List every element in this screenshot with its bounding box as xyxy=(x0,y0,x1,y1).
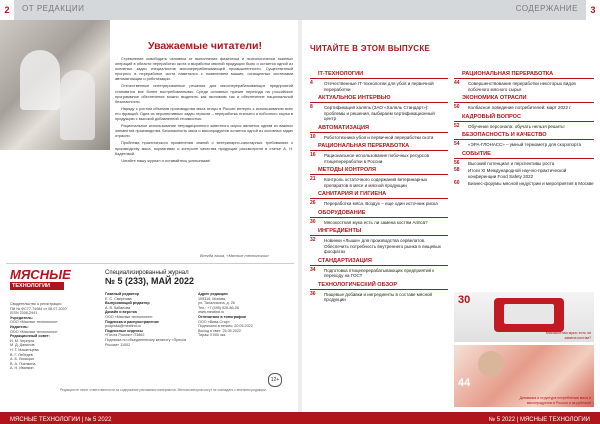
toc-category-title: СТАНДАРТИЗАЦИЯ xyxy=(318,257,372,264)
toc-item-page: 56 xyxy=(454,159,460,166)
toc-item-title: Мясокостная мука есть ли замена костям Аппса? xyxy=(324,219,428,225)
imprint-line: Свидетельство о регистрации xyxy=(10,302,62,306)
page-spine xyxy=(298,20,302,412)
toc-category-title: РАЦИОНАЛЬНАЯ ПЕРЕРАБОТКА xyxy=(318,143,410,149)
toc-item-title: Обучение персонала: обучать нельзя решить! xyxy=(468,123,565,129)
toc-category-title: САНИТАРИЯ И ГИГИЕНА xyxy=(318,191,387,197)
footer-left: МЯСНЫЕ ТЕХНОЛОГИИ | № 5 2022 xyxy=(10,417,112,423)
logo-line-1: МЯСНЫЕ xyxy=(10,267,71,282)
imprint-line: В. А. Пчелкина xyxy=(10,361,36,366)
toc-item-page: 36 xyxy=(310,290,316,297)
toc-item-page: 52 xyxy=(454,122,460,129)
toc-item-page: 34 xyxy=(310,266,316,273)
feature-caption: Мясокостная мука: есть ли замена костям? xyxy=(545,331,591,340)
imprint-disclaimer: Редакция не несет ответственности за содержание рекламных материалов. Мнения авторов могут не совпадать с мнением редакции. xyxy=(60,388,267,392)
editorial-paragraph: Стремление освободить человека от выполнения физически и психологически тяжелых операций в области переработки скота и выработки мясной продукции было и остается одной из основных задач специалистов мясоперерабатывающей промышленности. Существенный прогресс в переработке скота наметился с появлением машин, оснащенных системами автоматизации и роботизации. xyxy=(115,56,293,82)
imprint-heading: Дизайн и верстка xyxy=(105,310,137,315)
feature-page-number: 44 xyxy=(458,377,471,389)
toc-category xyxy=(454,131,594,148)
age-rating-badge: 12+ xyxy=(268,373,282,387)
imprint-line: «Почта России» П3862 xyxy=(105,333,145,338)
imprint-line: Выход в свет: 25.05.2022 xyxy=(198,328,241,333)
imprint-line: ООО «Мясные технологии» xyxy=(10,329,58,334)
logo-line-2: ТЕХНОЛОГИИ xyxy=(10,282,64,290)
toc-category-title: ОБОРУДОВАНИЕ xyxy=(318,209,366,216)
imprint-line: ООО «Вива-Стар» xyxy=(198,319,230,324)
feature-caption: Динамика и структура потребления мяса и мясопродуктов в России и за рубежом xyxy=(519,396,591,405)
toc-item[interactable] xyxy=(310,81,448,92)
editorial-body xyxy=(115,56,293,165)
toc-item-title: Новинки «Лыши» для производства сервелатов. Обеспечить потребность внутреннего рынка в пищевых фосфатах xyxy=(324,238,442,254)
toc-item-page: 54 xyxy=(454,141,460,147)
imprint-line: www.meatind.ru xyxy=(198,310,225,315)
toc-category xyxy=(454,94,594,111)
imprint-column-3 xyxy=(198,292,280,338)
toc-item-page: 44 xyxy=(454,80,460,86)
toc-item-title: Контроль остаточного содержания ветеринарных препаратов в мясе и мясной продукции xyxy=(324,177,428,188)
toc-item-page: 26 xyxy=(310,200,316,206)
footer-bar xyxy=(0,412,600,424)
toc-item-page: 30 xyxy=(310,218,316,225)
toc-category-title: МЕТОДЫ КОНТРОЛЯ xyxy=(318,167,376,173)
imprint-line: ООО «Мясные технологии» xyxy=(10,320,58,325)
toc-item-title: Высокий потенциал и перспективы роста xyxy=(468,160,555,166)
toc-item-title: Робототехника убоя и первичной переработки скота xyxy=(324,134,434,140)
toc-item-page: 21 xyxy=(310,176,316,182)
shopper-figure xyxy=(478,351,504,377)
right-page-number: 3 xyxy=(586,0,600,20)
imprint-heading: Издатель: xyxy=(10,324,29,329)
toc-item-page: 32 xyxy=(310,237,316,243)
imprint-line: Е. С. Смирнова xyxy=(105,296,132,301)
journal-type: Специализированный журнал xyxy=(105,270,189,276)
imprint-heading: Подписные индексы xyxy=(105,328,144,333)
toc-item[interactable] xyxy=(454,124,594,130)
left-page-number: 2 xyxy=(0,0,14,20)
toc-item-page: 4 xyxy=(310,80,313,86)
toc-item-page: 60 xyxy=(454,180,460,186)
toc-item-title: Совершенствование переработки некоторых видов побочного мясного сырья xyxy=(468,81,576,92)
toc-item-title: Переработка мяса. Воздух – еще один источник риска xyxy=(324,201,438,206)
imprint-line: Н. Г. Машенцева xyxy=(10,347,39,352)
toc-item[interactable] xyxy=(310,105,448,122)
toc-item[interactable] xyxy=(310,292,448,303)
toc-column-left xyxy=(310,70,448,305)
toc-item-title: Отечественные IT-технологии для убоя и первичной переработки xyxy=(324,81,434,92)
imprint-line: ООО «Мясные технологии» xyxy=(105,314,153,319)
toc-category-title: ИНГРЕДИЕНТЫ xyxy=(318,228,362,234)
toc-item[interactable] xyxy=(310,177,448,188)
toc-category xyxy=(454,113,594,130)
header-bar xyxy=(0,0,600,20)
imprint-line: Тираж 3 000 экз. xyxy=(198,333,227,338)
imprint-line: ПИ № ФС77-74084 от 08.07.2020 xyxy=(10,306,67,311)
toc-item[interactable] xyxy=(454,105,594,111)
toc-item-title: Рациональное использование побочных ресурсов птицепереработки в России xyxy=(324,153,429,164)
toc-item[interactable] xyxy=(310,135,448,141)
imprint-line: М. Д. Данилов xyxy=(10,343,35,348)
toc-category-title: РАЦИОНАЛЬНАЯ ПЕРЕРАБОТКА xyxy=(462,71,554,77)
divider xyxy=(6,263,294,264)
toc-category xyxy=(310,227,448,255)
imprint-line: А. В. Кабанова xyxy=(105,305,131,310)
worker-figure xyxy=(20,50,60,110)
journal-logo xyxy=(10,268,74,298)
imprint-line: Тел.: +7 (495) 926-86-06 xyxy=(198,305,239,310)
imprint-heading: Редакционный совет: xyxy=(10,334,50,339)
imprint-heading: Адрес редакции xyxy=(198,292,228,296)
issue-info xyxy=(105,270,194,285)
toc-item[interactable] xyxy=(310,268,448,279)
imprint-heading: Подписка и распространение xyxy=(105,319,159,324)
toc-item-title: «ЭРА-ГЛОНАСС» – умный термометр для скоропорта xyxy=(468,142,581,147)
imprint-line: ул. Талалихина, д. 26 xyxy=(198,301,235,306)
toc-item[interactable] xyxy=(310,238,448,255)
toc-category-title: ТЕХНОЛОГИЧЕСКИЙ ОБЗОР xyxy=(318,281,398,288)
right-section-label: СОДЕРЖАНИЕ xyxy=(515,4,578,13)
toc-item-page: 58 xyxy=(454,167,460,173)
toc-item-title: Сертификация халяль (ЗАО «Халяль Стандарт»): проблемы и решения, выбираем сертификационный центр xyxy=(324,105,435,121)
imprint-line: А. Н. Иванкин xyxy=(10,366,34,371)
toc-item[interactable] xyxy=(454,81,594,92)
worker-figure xyxy=(60,70,95,140)
toc-category xyxy=(454,150,594,187)
imprint-heading: Выпускающий редактор xyxy=(105,301,150,306)
issue-number: № 5 (233), МАЙ 2022 xyxy=(105,275,195,286)
imprint-line: 109316, Москва, xyxy=(198,296,226,301)
editorial-photo xyxy=(0,20,110,150)
toc-item[interactable] xyxy=(454,161,594,167)
imprint-heading: Отпечатано в типографии xyxy=(198,314,246,319)
toc-title: ЧИТАЙТЕ В ЭТОМ ВЫПУСКЕ xyxy=(310,44,431,53)
toc-category xyxy=(310,257,448,279)
toc-category-title: IT-ТЕХНОЛОГИИ xyxy=(318,71,364,77)
toc-item-title: Итоги XI Международной научно-практической конференции Food Safety 2022 xyxy=(468,168,567,179)
imprint-line: Подписано в печать: 20.05.2022 xyxy=(198,324,253,329)
editorial-paragraph: Наряду с ростом объемов производства мяса птицы в России интерес к использованию всех его фракций. Одна из перспективных задач отрасли – переработка птичьего и побочного сырья в продукцию с высокой добавленной стоимостью. xyxy=(115,105,293,122)
toc-item-page: 50 xyxy=(454,104,460,110)
editorial-paragraph: Читайте нашу журнал и оставайтесь успешными! xyxy=(121,157,211,163)
toc-category xyxy=(310,70,448,92)
toc-column-right xyxy=(454,70,594,189)
imprint-line: В. Г. Лебедев xyxy=(10,352,33,357)
editorial-title: Уважаемые читатели! xyxy=(147,40,263,52)
toc-item[interactable] xyxy=(310,220,448,226)
toc-category-title: ЭКОНОМИКА ОТРАСЛИ xyxy=(462,95,527,101)
machine-panel xyxy=(504,304,554,324)
toc-category-title: АКТУАЛЬНОЕ ИНТЕРВЬЮ xyxy=(318,95,391,101)
toc-item-title: Колбасное поведение потребителей: март 2022 г. xyxy=(468,105,572,110)
imprint-column-2 xyxy=(105,292,187,347)
toc-category-title: БЕЗОПАСНОСТЬ И КАЧЕСТВО xyxy=(462,132,547,138)
toc-category xyxy=(310,209,448,226)
toc-item[interactable] xyxy=(310,153,448,164)
editorial-paragraph: Проблема практического применения знаний о ветеринарно-санитарных требованиях к производству мяса, нормативах и контроле качества продукции рассмотрена в статье А. Н. Кадетовой. xyxy=(115,140,293,156)
imprint-line: podpiska@meatind.ru xyxy=(105,324,141,329)
editorial-signature: Всегда ваша, «Мясные технологии» xyxy=(200,253,270,258)
toc-category xyxy=(454,70,594,92)
toc-item[interactable] xyxy=(454,168,594,179)
toc-category xyxy=(310,142,448,164)
toc-item-title: Пищевые добавки и ингредиенты в составе мясной продукции xyxy=(324,291,433,302)
editorial-paragraph: Рациональное использование нетрадиционного животного сырья является одним из важных элементов производства. Безопасность мяса и мясопродуктов остается одной из основных задач отрасли. xyxy=(115,123,293,139)
toc-category xyxy=(310,281,448,303)
toc-category-title: АВТОМАТИЗАЦИЯ xyxy=(318,124,370,131)
toc-item-page: 10 xyxy=(310,133,316,140)
toc-category xyxy=(310,166,448,188)
toc-category-title: КАДРОВЫЙ ВОПРОС xyxy=(462,113,522,120)
imprint-heading: Учредитель: xyxy=(10,315,34,320)
imprint-line: ISSN 2308-2941 xyxy=(10,311,38,316)
toc-category-title: СОБЫТИЕ xyxy=(462,150,491,157)
footer-right: № 5 2022 | МЯСНЫЕ ТЕХНОЛОГИИ xyxy=(488,417,590,423)
feature-machine-image xyxy=(454,292,594,342)
toc-item-title: Бизнес-форумы мясной индустрии и мероприятия в Москве xyxy=(468,181,594,186)
toc-item-title: Подготовка птицеперерабатывающих предприятий к переходу на ГОСТ xyxy=(324,267,435,278)
imprint-column-1 xyxy=(10,302,96,371)
imprint-line: А. Б. Лисицын xyxy=(10,357,35,362)
editorial-paragraph: Отечественные интегрированные решения для мясоперерабатывающих предприятий становятся все более востребованными. Среди основных причин перехода на российское программное обеспечение можно выделить как экономию так и обеспечение национальной безопасности. xyxy=(115,83,293,104)
feature-page-number: 30 xyxy=(458,294,471,306)
toc-category xyxy=(310,124,448,141)
toc-category xyxy=(310,190,448,207)
imprint-heading: Главный редактор xyxy=(105,292,140,296)
imprint-line: Подписка по объединенному каталогу «Пресса России» 11002 xyxy=(105,337,187,347)
left-section-label: ОТ РЕДАКЦИИ xyxy=(22,4,85,13)
toc-item-page: 16 xyxy=(310,152,316,158)
feature-meat-image xyxy=(454,345,594,407)
imprint-line: И. М. Чернуха xyxy=(10,338,35,343)
toc-item-page: 8 xyxy=(310,104,313,110)
toc-item[interactable] xyxy=(454,181,594,187)
toc-item[interactable] xyxy=(310,201,448,207)
toc-category xyxy=(310,94,448,122)
toc-item[interactable] xyxy=(454,142,594,148)
